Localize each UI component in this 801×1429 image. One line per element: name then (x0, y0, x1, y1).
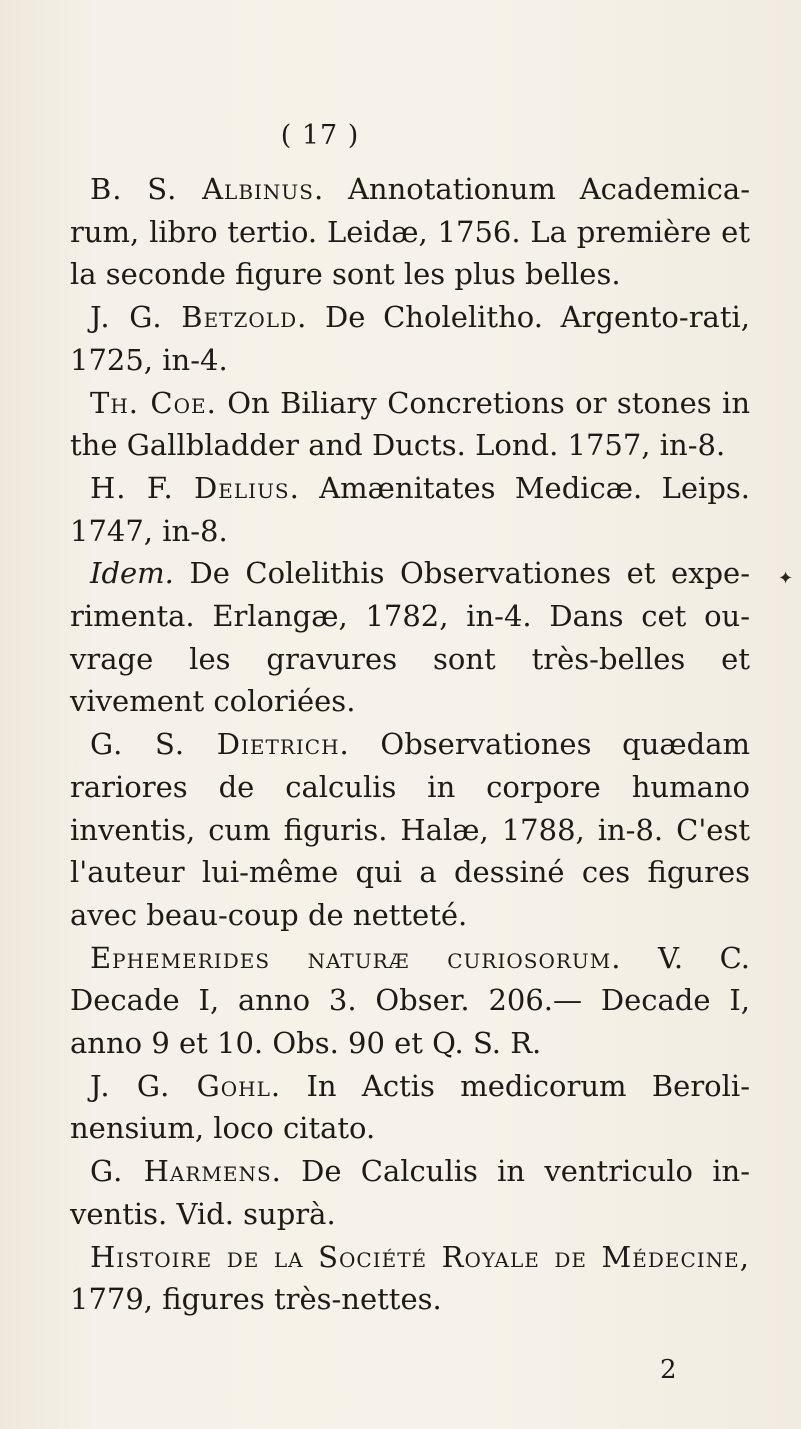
entry-text: Amænitates Medicæ. Leips. 1747, in-8. (70, 470, 750, 548)
bibliography-entry (70, 1150, 750, 1235)
entry-author: G. S. Dietrich. (90, 727, 350, 762)
entry-text: De Colelithis Observationes et expe-rimenta. Erlangæ, 1782, in-4. Dans cet ou-vrage les gravures sont très-belles et vivement coloriées. (70, 556, 750, 719)
entry-author: Ephemerides naturæ curiosorum. (90, 940, 622, 975)
ink-speck-icon: ✦ (778, 568, 794, 589)
entry-text: Annotationum Academica-rum, libro tertio. Leidæ, 1756. La première et la seconde figure sont les plus belles. (70, 172, 750, 292)
bibliography-entry (70, 467, 750, 552)
entry-author: G. Harmens. (90, 1154, 282, 1189)
bibliography-entry (70, 296, 750, 381)
bibliography-entry (70, 168, 750, 296)
entry-text: In Actis medicorum Beroli-nensium, loco citato. (70, 1068, 750, 1146)
bibliography-entry (70, 723, 750, 937)
entry-text: De Cholelitho. Argento-rati, 1725, in-4. (70, 300, 750, 377)
bibliography-entry (70, 1065, 750, 1150)
entry-author: J. G. Gohl. (90, 1068, 282, 1103)
entry-author: B. S. Albinus. (90, 172, 325, 206)
bibliography-list (70, 168, 750, 1321)
bibliography-entry (70, 382, 750, 467)
entry-author: H. F. Delius. (90, 470, 300, 505)
page-number: ( 17 ) (280, 120, 360, 151)
bibliography-entry (70, 1236, 750, 1321)
entry-text: Observationes quædam rariores de calculis in corpore humano inventis, cum figuris. Halæ, 1788, in-8. C'est l'auteur lui-même qui a dessiné ces figures avec beau-coup de netteté. (70, 727, 750, 932)
entry-author: Th. Coe. (90, 385, 217, 420)
entry-author: Idem. (90, 556, 174, 591)
entry-text: 1779, figures très-nettes. (70, 1282, 442, 1317)
entry-text: V. C. Decade I, anno 3. Obser. 206.— Decade I, anno 9 et 10. Obs. 90 et Q. S. R. (70, 940, 751, 1061)
bibliography-entry (70, 937, 750, 1065)
entry-text: On Biliary Concretions or stones in the Gallbladder and Ducts. Lond. 1757, in-8. (70, 385, 750, 463)
signature-mark: 2 (660, 1355, 677, 1385)
entry-author: J. G. Betzold. (90, 300, 308, 335)
entry-text: De Calculis in ventriculo in-ventis. Vid. suprà. (70, 1154, 751, 1231)
bibliography-entry (70, 552, 750, 723)
entry-author: Histoire de la Société Royale de Médecine, (90, 1239, 750, 1274)
